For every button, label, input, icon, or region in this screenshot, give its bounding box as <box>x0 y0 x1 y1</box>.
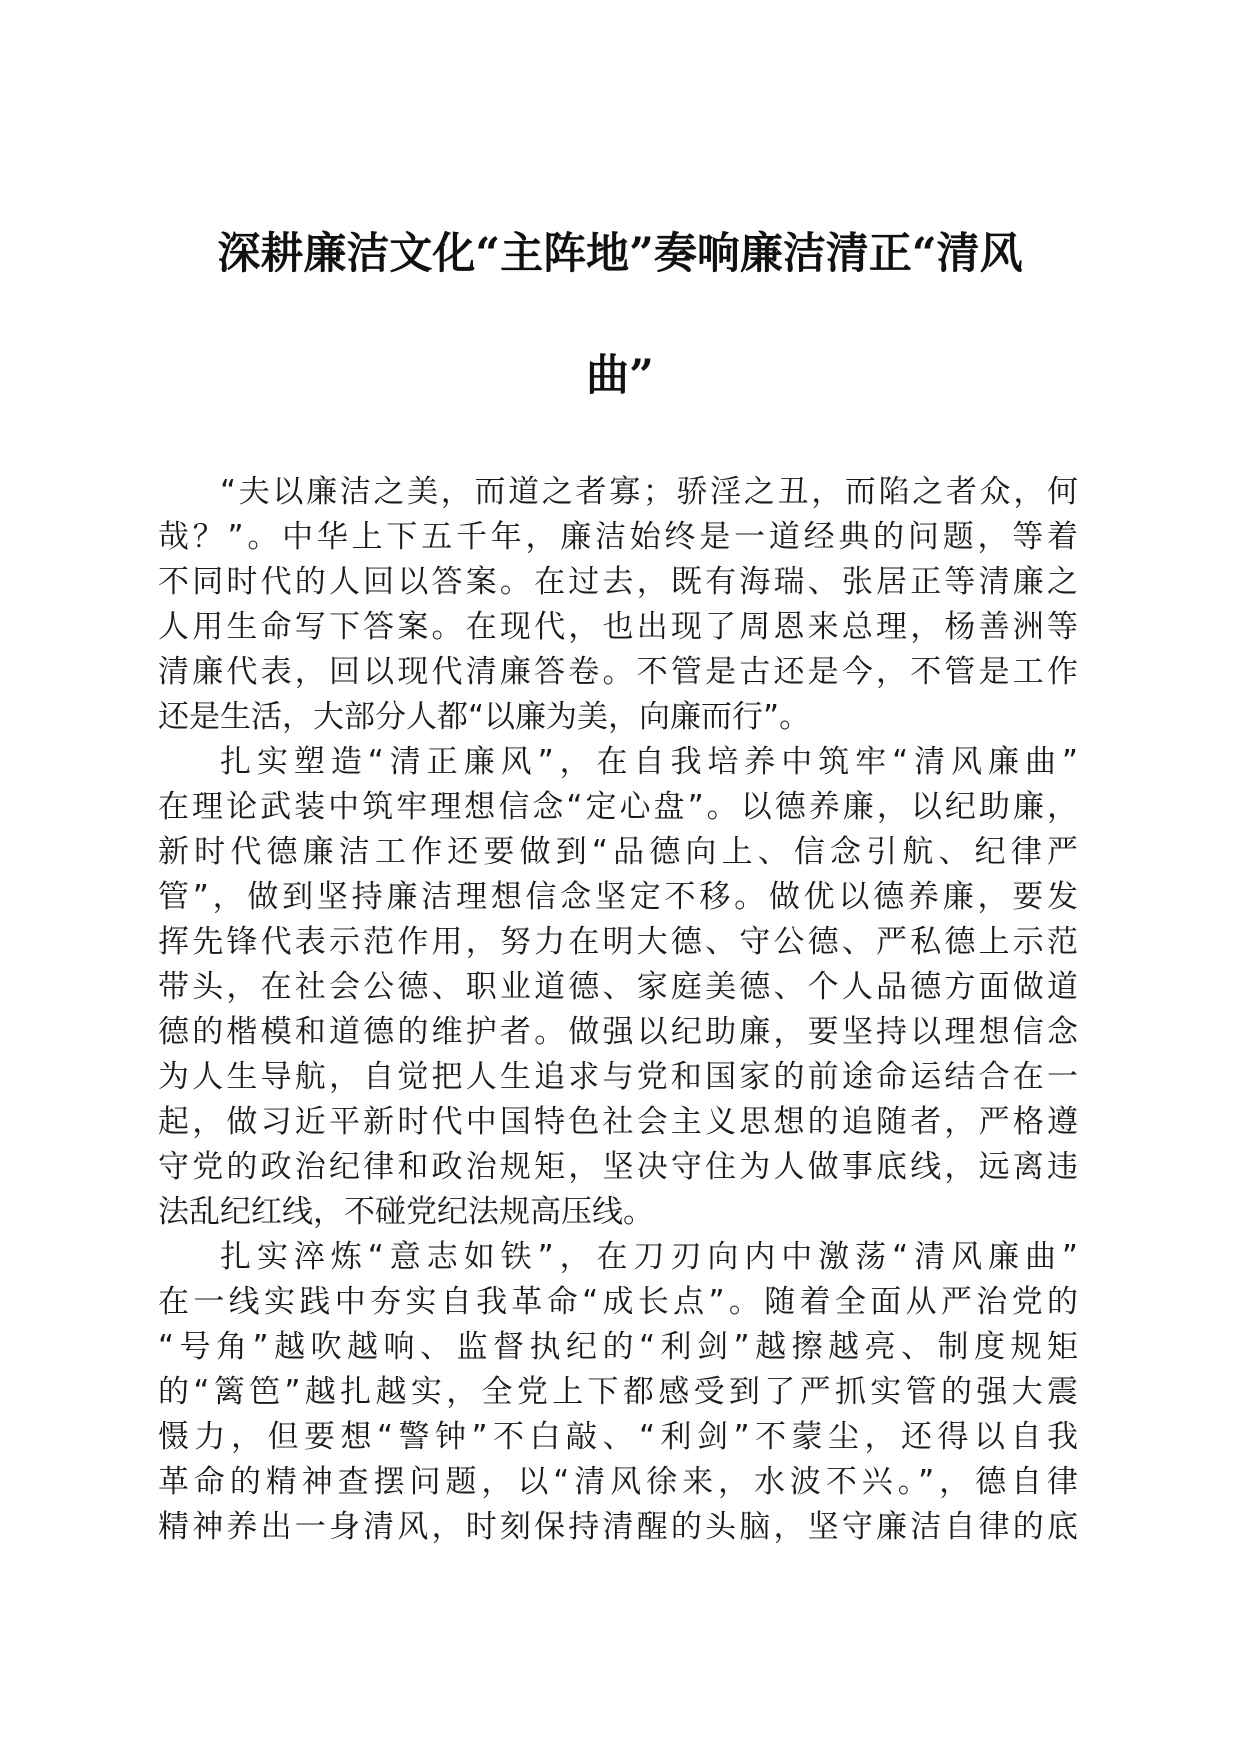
paragraph-3-line: “号角”越吹越响、监督执纪的“利剑”越擦越亮、制度规矩 <box>158 1329 1078 1365</box>
paragraph-3-line: 精神养出一身清风，时刻保持清醒的头脑，坚守廉洁自律的底 <box>158 1509 1078 1545</box>
paragraph-2-line: 在理论武装中筑牢理想信念“定心盘”。以德养廉，以纪助廉， <box>158 789 1078 825</box>
paragraph-2-line: 管”，做到坚持廉洁理想信念坚定不移。做优以德养廉，要发 <box>158 879 1078 915</box>
document-title-line-2: 曲” <box>586 351 654 401</box>
paragraph-1-line: 哉？”。中华上下五千年，廉洁始终是一道经典的问题，等着 <box>158 519 1078 555</box>
paragraph-2-line: 扎实塑造“清正廉风”，在自我培养中筑牢“清风廉曲” <box>220 744 1078 780</box>
paragraph-2-line: 起，做习近平新时代中国特色社会主义思想的追随者，严格遵 <box>158 1104 1078 1140</box>
paragraph-1-line: 人用生命写下答案。在现代，也出现了周恩来总理，杨善洲等 <box>158 609 1078 645</box>
document-body <box>158 470 1078 1550</box>
paragraph-3-line: 的“篱笆”越扎越实，全党上下都感受到了严抓实管的强大震 <box>158 1374 1078 1410</box>
paragraph-3-line: 革命的精神查摆问题，以“清风徐来，水波不兴。”，德自律 <box>158 1464 1078 1500</box>
paragraph-2-line: 新时代德廉洁工作还要做到“品德向上、信念引航、纪律严 <box>158 834 1078 870</box>
paragraph-1-line: “夫以廉洁之美，而道之者寡；骄淫之丑，而陷之者众，何 <box>220 474 1078 510</box>
paragraph-2-line: 守党的政治纪律和政治规矩，坚决守住为人做事底线，远离违 <box>158 1149 1078 1185</box>
paragraph-3-line: 慑力，但要想“警钟”不白敲、“利剑”不蒙尘，还得以自我 <box>158 1419 1078 1455</box>
paragraph-2-line: 挥先锋代表示范作用，努力在明大德、守公德、严私德上示范 <box>158 924 1078 960</box>
paragraph-2-line: 带头，在社会公德、职业道德、家庭美德、个人品德方面做道 <box>158 969 1078 1005</box>
paragraph-2-line: 为人生导航，自觉把人生追求与党和国家的前途命运结合在一 <box>158 1059 1078 1095</box>
document-title-line-1: 深耕廉洁文化“主阵地”奏响廉洁清正“清风 <box>217 229 1023 279</box>
paragraph-1-line: 还是生活，大部分人都“以廉为美，向廉而行”。 <box>158 699 811 735</box>
paragraph-2-line: 德的楷模和道德的维护者。做强以纪助廉，要坚持以理想信念 <box>158 1014 1078 1050</box>
paragraph-1-line: 不同时代的人回以答案。在过去，既有海瑞、张居正等清廉之 <box>158 564 1078 600</box>
paragraph-3-line: 在一线实践中夯实自我革命“成长点”。随着全面从严治党的 <box>158 1284 1078 1320</box>
paragraph-3-line: 扎实淬炼“意志如铁”，在刀刃向内中激荡“清风廉曲” <box>220 1239 1078 1275</box>
paragraph-2-line: 法乱纪红线，不碰党纪法规高压线。 <box>158 1194 654 1230</box>
paragraph-1-line: 清廉代表，回以现代清廉答卷。不管是古还是今，不管是工作 <box>158 654 1078 690</box>
